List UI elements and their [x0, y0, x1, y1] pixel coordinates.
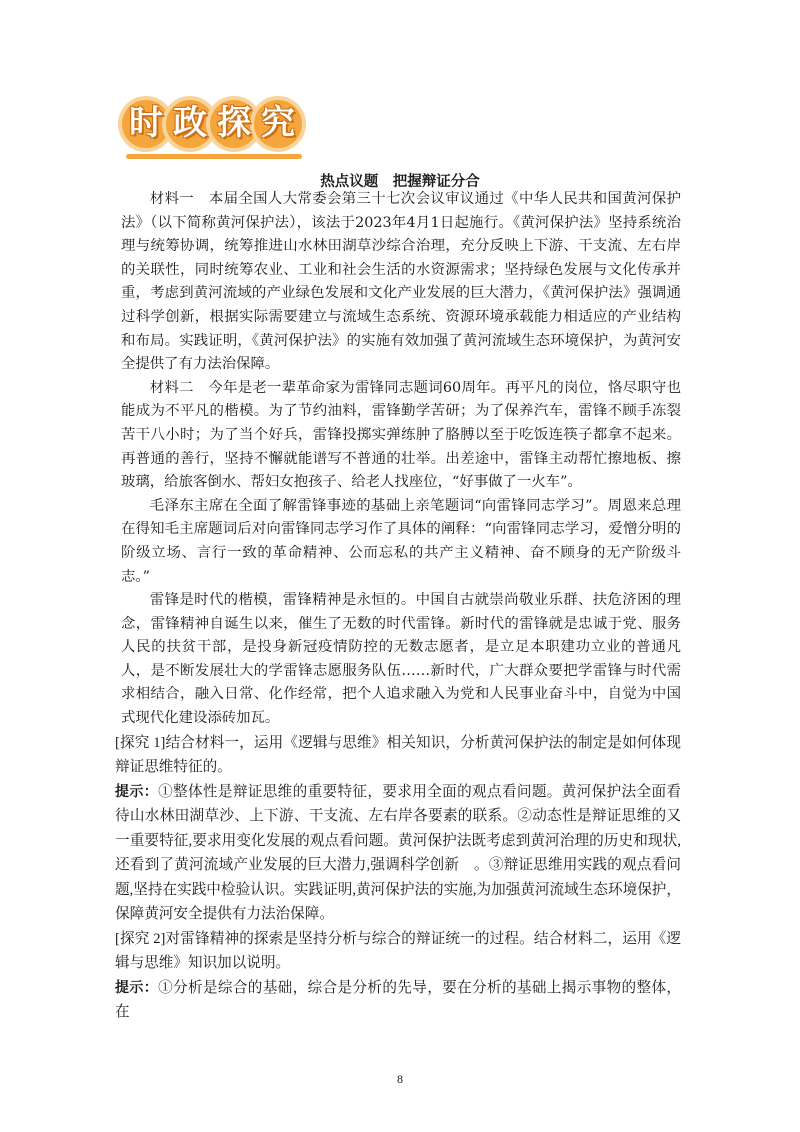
material-one: 材料一 本届全国人大常委会第三十七次会议审议通过《中华人民共和国黄河保护法》（以下简称黄河保护法），该法于2023年4月1日起施行。《黄河保护法》坚持系统治理与统筹协调，统筹推进山水林田湖草沙综合治理，充分反映上下游、干支流、左右岸的关联性，同时统筹农业、工业和社会生活的水资源需求；坚持绿色发展与文化传承并重，考虑到黄河流域的产业绿色发展和文化产业发展的巨大潜力，《黄河保护法》强调通过科学创新，根据实际需要建立与流域生态系统、资源环境承载能力相适应的产业结构和布局。实践证明，《黄河保护法》的实施有效加强了黄河流域生态环境保护，为黄河安全提供了有力法治保障。 [121, 191, 681, 373]
hint-answer-2 [115, 976, 681, 1025]
banner-char: 探 [217, 103, 251, 143]
material-two-commentary: 雷锋是时代的楷模，雷锋精神是永恒的。中国自古就崇尚敬业乐群、扶危济困的理念，雷锋精神自诞生以来，催生了无数的时代雷锋。新时代的雷锋就是忠诚于党、服务人民的扶贫干部，是投身新冠疫情防控的无数志愿者，是立足本职建功立业的普通凡人，是不断发展壮大的学雷锋志愿服务队伍……新时代，广大群众要把学雷锋与时代需求相结合，融入日常、化作经常，把个人追求融入为党和人民事业奋斗中，自觉为中国式现代化建设添砖加瓦。 [121, 592, 681, 727]
explore-text: 结合材料一，运用《逻辑与思维》相关知识，分析黄河保护法的制定是如何体现辩证思维特征的。 [115, 734, 681, 776]
explore-label: [探究 1] [115, 734, 166, 751]
material-two: 材料二 今年是老一辈革命家为雷锋同志题词60周年。再平凡的岗位，恪尽职守也能成为不平凡的楷模。为了节约油料，雷锋勤学苦研；为了保养汽车，雷锋不顾手冻裂苦干八小时；为了当个好兵，雷锋投掷实弹练肿了胳膊以至于吃饭连筷子都拿不起来。再普通的善行，坚持不懈就能谱写不普通的壮举。出差途中，雷锋主动帮忙擦地板、擦玻璃，给旅客倒水、帮妇女抱孩子、给老人找座位，“好事做了一火车”。 [121, 379, 681, 491]
explore-label: [探究 2] [115, 930, 166, 947]
hint-label: 提示： [115, 783, 159, 800]
material-two-quote: 毛泽东主席在全面了解雷锋事迹的基础上亲笔题词“向雷锋同志学习”。周恩来总理在得知毛主席题词后对向雷锋同志学习作了具体的阐释：“向雷锋同志学习，爱憎分明的阶级立场、言行一致的革命精神、公而忘私的共产主义精神、奋不顾身的无产阶级斗志。” [121, 497, 681, 585]
banner-char: 政 [173, 103, 207, 143]
hint-label: 提示： [115, 979, 159, 996]
hint-answer-1 [115, 780, 681, 927]
document-body [115, 188, 681, 1025]
page-title: 热点议题 把握辩证分合 [320, 174, 480, 190]
banner-char: 究 [261, 103, 295, 143]
hint-text: ①整体性是辩证思维的重要特征，要求用全面的观点看问题。黄河保护法全面看待山水林田湖草沙、上下游、干支流、左右岸各要素的联系。②动态性是辩证思维的又一重要特征,要求用变化发展的观点看问题。黄河保护法既考虑到黄河治理的历史和现状,还看到了黄河流域产业发展的巨大潜力,强调科学创新 。③辩证思维用实践的观点看问题,坚持在实践中检验认识。实践证明,黄河保护法的实施,为加强黄河流域生态环境保护，保障黄河安全提供有力法治保障。 [115, 783, 681, 923]
explore-question-2 [115, 927, 681, 976]
banner-underline [126, 154, 302, 159]
hint-text: ①分析是综合的基础，综合是分析的先导，要在分析的基础上揭示事物的整体，在 [115, 979, 681, 1021]
explore-question-1 [115, 731, 681, 780]
explore-text: 对雷锋精神的探索是坚持分析与综合的辩证统一的过程。结合材料二，运用《逻辑与思维》知识加以说明。 [115, 930, 681, 972]
page-number: 8 [397, 1072, 403, 1086]
banner-char: 时 [129, 103, 163, 143]
section-banner [118, 96, 308, 162]
